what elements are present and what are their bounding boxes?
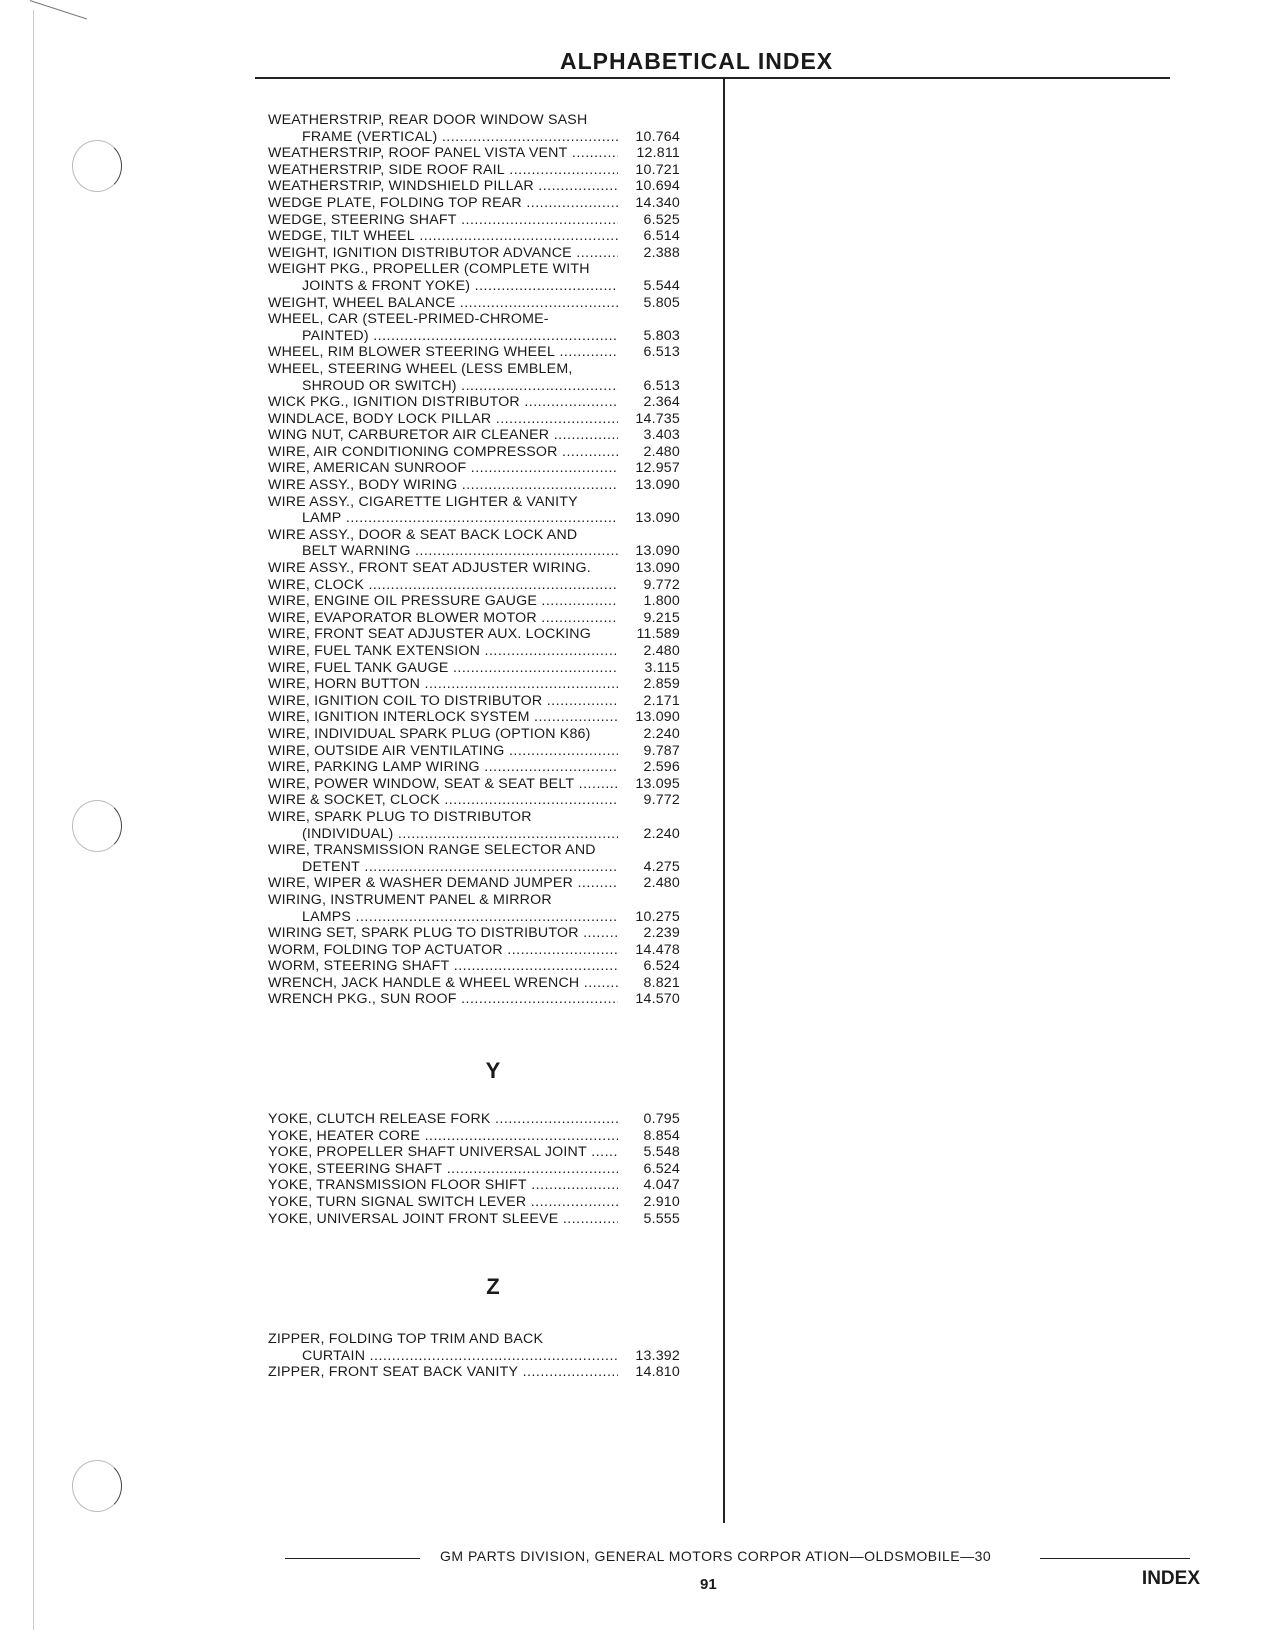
entry-text: DETENT ..... — [302, 859, 618, 876]
entry-page: 9.772 — [643, 792, 680, 809]
page-number: 91 — [700, 1576, 717, 1593]
entry-text: WEIGHT, IGNITION DISTRIBUTOR ADVANCE ..... — [268, 245, 618, 262]
entry-page: 4.047 — [643, 1177, 680, 1194]
entry-page: 2.171 — [643, 692, 680, 709]
punch-hole-bottom — [72, 1460, 122, 1512]
entry-text: WIRE, FUEL TANK GAUGE ..... — [268, 660, 618, 677]
entry-page: 6.524 — [643, 1160, 680, 1177]
entry-page: 0.795 — [643, 1111, 680, 1127]
entry-page: 6.514 — [643, 228, 680, 245]
entry-text: ZIPPER, FOLDING TOP TRIM AND BACK — [268, 1331, 544, 1347]
index-entry — [268, 427, 718, 444]
entry-page: 5.544 — [643, 277, 680, 294]
entry-text: WEIGHT, WHEEL BALANCE ..... — [268, 295, 618, 312]
entry-page: 14.478 — [635, 941, 680, 958]
index-entry — [268, 1128, 718, 1145]
entry-text: WIRE & SOCKET, CLOCK ..... — [268, 792, 618, 809]
index-entry — [268, 593, 718, 610]
entry-page: 14.570 — [635, 991, 680, 1008]
entry-page: 2.364 — [643, 394, 680, 411]
index-entry — [268, 344, 718, 361]
entry-text: WHEEL, CAR (STEEL-PRIMED-CHROME- — [268, 311, 549, 328]
entry-page: 9.215 — [643, 609, 680, 626]
entry-text: WHEEL, RIM BLOWER STEERING WHEEL ..... — [268, 344, 618, 361]
entry-text: SHROUD OR SWITCH) ..... — [302, 378, 618, 395]
index-entry — [268, 212, 718, 229]
entry-text: WORM, STEERING SHAFT ..... — [268, 958, 618, 975]
entry-text: WIRE, SPARK PLUG TO DISTRIBUTOR — [268, 808, 532, 825]
entry-text: WIRE, AIR CONDITIONING COMPRESSOR ..... — [268, 444, 618, 461]
index-entry — [268, 543, 718, 560]
entry-page: 6.513 — [643, 377, 680, 394]
section-name: INDEX — [1141, 1568, 1200, 1589]
index-entry — [268, 527, 718, 544]
entry-text: WIRE, OUTSIDE AIR VENTILATING ..... — [268, 743, 618, 760]
index-entry — [268, 245, 718, 262]
entry-page: 2.239 — [643, 925, 680, 942]
entry-page: 8.854 — [643, 1127, 680, 1144]
entry-text: WIRE, ENGINE OIL PRESSURE GAUGE ..... — [268, 593, 618, 610]
entry-text: WIRE, EVAPORATOR BLOWER MOTOR ..... — [268, 610, 618, 627]
index-entry — [268, 145, 718, 162]
index-entry — [268, 792, 718, 809]
index-entry — [268, 660, 718, 677]
index-entry — [268, 394, 718, 411]
index-entry — [268, 361, 718, 378]
index-entry — [268, 925, 718, 942]
entry-text: YOKE, STEERING SHAFT ..... — [268, 1161, 618, 1178]
index-entry — [268, 1364, 718, 1381]
entry-page: 2.480 — [643, 643, 680, 659]
corner-scan-mark — [20, 0, 87, 48]
index-entry — [268, 577, 718, 594]
entry-text: WRENCH, JACK HANDLE & WHEEL WRENCH ..... — [268, 975, 618, 992]
entry-text: WIRING SET, SPARK PLUG TO DISTRIBUTOR ..... — [268, 925, 618, 942]
entry-page: 14.810 — [635, 1364, 680, 1381]
index-entry — [268, 743, 718, 760]
entry-page: 10.694 — [635, 178, 680, 195]
entry-page: 12.957 — [635, 460, 680, 477]
entry-text: YOKE, UNIVERSAL JOINT FRONT SLEEVE ..... — [268, 1211, 618, 1228]
index-list-y — [268, 1111, 718, 1227]
index-entry — [268, 975, 718, 992]
entry-text: WEDGE PLATE, FOLDING TOP REAR ..... — [268, 195, 618, 212]
index-entry — [268, 378, 718, 395]
footer-rule-left — [285, 1558, 420, 1559]
entry-page: 6.513 — [643, 344, 680, 361]
binder-margin-line — [33, 10, 34, 1630]
entry-text: WIRE, TRANSMISSION RANGE SELECTOR AND — [268, 842, 596, 859]
entry-text: WRENCH PKG., SUN ROOF ..... — [268, 991, 618, 1008]
index-entry — [268, 610, 718, 627]
entry-text: WING NUT, CARBURETOR AIR CLEANER ..... — [268, 427, 618, 444]
entry-page: 2.480 — [643, 875, 680, 892]
entry-text: WIRE, PARKING LAMP WIRING ..... — [268, 759, 618, 776]
index-entry — [268, 1144, 718, 1161]
entry-page: 4.275 — [643, 858, 680, 875]
index-entry — [268, 510, 718, 527]
entry-text: PAINTED) ..... — [302, 328, 618, 345]
index-list-z — [268, 1331, 718, 1381]
index-entry — [268, 759, 718, 776]
entry-page: 2.596 — [643, 759, 680, 776]
entry-page: 14.340 — [635, 194, 680, 211]
index-entry — [268, 295, 718, 312]
entry-page: 11.589 — [636, 626, 680, 643]
entry-page: 6.524 — [643, 958, 680, 975]
punch-hole-top — [72, 140, 122, 192]
index-list-w — [268, 112, 718, 1008]
index-entry — [268, 228, 718, 245]
entry-text: WICK PKG., IGNITION DISTRIBUTOR ..... — [268, 394, 618, 411]
entry-page: 2.859 — [643, 676, 680, 693]
entry-page: 2.388 — [643, 244, 680, 261]
title-rule — [255, 77, 1170, 79]
entry-text: WIRE, AMERICAN SUNROOF ..... — [268, 460, 618, 477]
entry-page: 13.090 — [635, 510, 680, 527]
entry-text: WIRE, FUEL TANK EXTENSION ..... — [268, 643, 618, 660]
index-entry — [268, 1161, 718, 1178]
entry-text: YOKE, HEATER CORE ..... — [268, 1128, 618, 1145]
entry-page: 14.735 — [635, 410, 680, 427]
index-entry — [268, 842, 718, 859]
index-entry — [268, 776, 718, 793]
entry-text: WIRE, IGNITION INTERLOCK SYSTEM ..... — [268, 709, 618, 726]
entry-page: 1.800 — [643, 593, 680, 610]
entry-text: YOKE, CLUTCH RELEASE FORK ..... — [268, 1111, 618, 1128]
entry-text: ZIPPER, FRONT SEAT BACK VANITY ..... — [268, 1364, 618, 1381]
entry-text: WIRE, CLOCK ..... — [268, 577, 618, 594]
index-entry — [268, 129, 718, 146]
index-entry — [268, 726, 718, 743]
entry-text: YOKE, TRANSMISSION FLOOR SHIFT ..... — [268, 1177, 618, 1194]
entry-text: CURTAIN ..... — [302, 1348, 618, 1365]
index-entry — [268, 626, 718, 643]
entry-text: YOKE, TURN SIGNAL SWITCH LEVER ..... — [268, 1194, 618, 1211]
index-entry — [268, 560, 718, 577]
index-entry — [268, 162, 718, 179]
entry-text: WIRE ASSY., DOOR & SEAT BACK LOCK AND — [268, 526, 578, 543]
entry-page: 2.240 — [643, 725, 680, 742]
entry-text: WIRE, IGNITION COIL TO DISTRIBUTOR ..... — [268, 693, 618, 710]
entry-text: WIRE, INDIVIDUAL SPARK PLUG (OPTION K86) — [268, 725, 591, 742]
entry-page: 5.548 — [643, 1144, 680, 1161]
page-title: ALPHABETICAL INDEX — [560, 48, 834, 74]
index-entry — [268, 261, 718, 278]
entry-page: 10.275 — [635, 908, 680, 925]
entry-page: 9.787 — [643, 742, 680, 759]
index-entry — [268, 693, 718, 710]
entry-page: 3.115 — [644, 659, 680, 676]
index-entry — [268, 178, 718, 195]
entry-page: 2.480 — [643, 443, 680, 460]
index-entry — [268, 195, 718, 212]
index-entry — [268, 1111, 718, 1128]
index-entry — [268, 1194, 718, 1211]
entry-text: WEDGE, STEERING SHAFT ..... — [268, 212, 618, 229]
index-entry — [268, 1177, 718, 1194]
entry-text: WIRE, FRONT SEAT ADJUSTER AUX. LOCKING — [268, 626, 591, 643]
entry-text: WIRE ASSY., BODY WIRING ..... — [268, 477, 618, 494]
index-entry — [268, 1331, 718, 1348]
entry-page: 13.392 — [635, 1347, 680, 1364]
entry-text: JOINTS & FRONT YOKE) ..... — [302, 278, 618, 295]
index-entry — [268, 444, 718, 461]
entry-text: WINDLACE, BODY LOCK PILLAR ..... — [268, 411, 618, 428]
entry-page: 2.910 — [643, 1193, 680, 1210]
index-entry — [268, 859, 718, 876]
column-divider — [723, 79, 725, 1523]
index-entry — [268, 958, 718, 975]
entry-page: 13.095 — [635, 775, 680, 792]
index-entry — [268, 809, 718, 826]
entry-page: 13.090 — [635, 543, 680, 560]
index-entry — [268, 991, 718, 1008]
entry-text: WEATHERSTRIP, SIDE ROOF RAIL ..... — [268, 162, 618, 179]
entry-page: 13.090 — [635, 709, 680, 726]
entry-page: 3.403 — [643, 427, 680, 444]
index-entry — [268, 411, 718, 428]
index-entry — [268, 311, 718, 328]
index-entry — [268, 676, 718, 693]
entry-text: WIRE, WIPER & WASHER DEMAND JUMPER ..... — [268, 875, 618, 892]
index-entry — [268, 875, 718, 892]
punch-hole-middle — [72, 800, 122, 852]
entry-page: 5.555 — [643, 1210, 680, 1227]
entry-page: 10.764 — [635, 128, 680, 145]
entry-page: 12.811 — [636, 145, 680, 162]
entry-text: WIRING, INSTRUMENT PANEL & MIRROR — [268, 891, 552, 908]
footer-text: GM PARTS DIVISION, GENERAL MOTORS CORPOR ATION—OLDSMOBILE—30 — [440, 1548, 992, 1564]
entry-page: 5.803 — [643, 327, 680, 344]
entry-text: YOKE, PROPELLER SHAFT UNIVERSAL JOINT ..... — [268, 1144, 618, 1161]
index-entry — [268, 942, 718, 959]
entry-page: 13.090 — [635, 477, 680, 494]
entry-text: WORM, FOLDING TOP ACTUATOR ..... — [268, 942, 618, 959]
entry-text: BELT WARNING ..... — [302, 543, 618, 560]
entry-text: WHEEL, STEERING WHEEL (LESS EMBLEM, — [268, 360, 573, 377]
section-letter-z: Z — [486, 1274, 500, 1299]
index-entry — [268, 909, 718, 926]
index-entry — [268, 460, 718, 477]
index-entry — [268, 328, 718, 345]
index-entry — [268, 494, 718, 511]
entry-page: 2.240 — [643, 825, 680, 842]
entry-text: WIRE, HORN BUTTON ..... — [268, 676, 618, 693]
entry-page: 5.805 — [643, 294, 680, 311]
entry-text: WEATHERSTRIP, WINDSHIELD PILLAR ..... — [268, 178, 618, 195]
entry-text: WIRE, POWER WINDOW, SEAT & SEAT BELT ..... — [268, 776, 618, 793]
index-entry — [268, 112, 718, 129]
entry-page: 6.525 — [643, 211, 680, 228]
entry-page: 10.721 — [635, 161, 680, 178]
entry-text: WEDGE, TILT WHEEL ..... — [268, 228, 618, 245]
entry-text: WEATHERSTRIP, REAR DOOR WINDOW SASH — [268, 112, 588, 128]
entry-text: WIRE ASSY., FRONT SEAT ADJUSTER WIRING. — [268, 560, 591, 577]
entry-text: WIRE ASSY., CIGARETTE LIGHTER & VANITY — [268, 493, 578, 510]
entry-text: LAMP ..... — [302, 510, 618, 527]
entry-page: 9.772 — [643, 576, 680, 593]
entry-page: 8.821 — [643, 974, 680, 991]
entry-text: (INDIVIDUAL) ..... — [302, 826, 618, 843]
entry-text: WEATHERSTRIP, ROOF PANEL VISTA VENT ..... — [268, 145, 618, 162]
entry-text: FRAME (VERTICAL) ..... — [302, 129, 618, 146]
index-entry — [268, 826, 718, 843]
index-entry — [268, 643, 718, 660]
index-entry — [268, 892, 718, 909]
section-letter-y: Y — [485, 1058, 501, 1083]
index-entry — [268, 1348, 718, 1365]
footer-rule-right — [1040, 1558, 1190, 1559]
entry-page: 13.090 — [635, 560, 680, 577]
index-entry — [268, 278, 718, 295]
index-entry — [268, 477, 718, 494]
entry-text: LAMPS ..... — [302, 909, 618, 926]
index-entry — [268, 709, 718, 726]
entry-text: WEIGHT PKG., PROPELLER (COMPLETE WITH — [268, 261, 590, 278]
index-entry — [268, 1211, 718, 1228]
